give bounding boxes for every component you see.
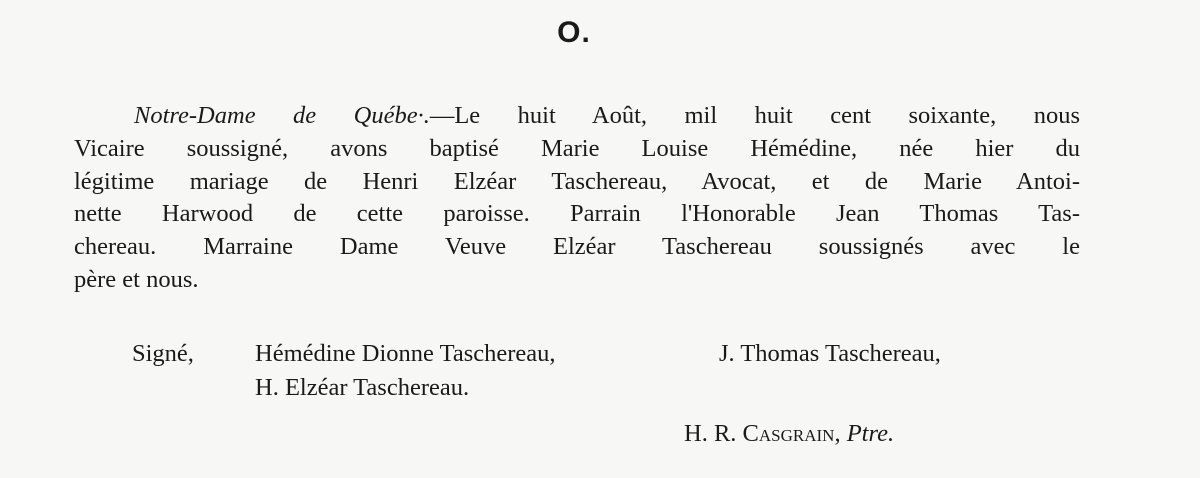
signature-father: H. Elzéar Taschereau. (255, 374, 470, 401)
entry-line-1 (74, 100, 1080, 133)
section-heading: O. (557, 16, 591, 49)
entry-line-5: chereau. Marraine Dame Veuve Elzéar Taschereau soussignés avec le (74, 233, 1080, 261)
entry-line-3: légitime mariage de Henri Elzéar Taschereau, Avocat, et de Marie Antoi- (74, 167, 1080, 195)
entry-line-2: Vicaire soussigné, avons baptisé Marie Louise Hémédine, née hier du (74, 134, 1080, 162)
priest-title: Ptre. (846, 420, 895, 447)
entry-line-1-text: —Le huit Août, mil huit cent soixante, nous (429, 102, 1080, 129)
entry-place: Notre-Dame de Québe·. (134, 102, 430, 129)
signature-godfather: J. Thomas Taschereau, (719, 340, 941, 367)
entry-line-4: nette Harwood de cette paroisse. Parrain l'Honorable Jean Thomas Tas- (74, 200, 1080, 228)
signature-priest (684, 418, 894, 450)
baptism-entry (74, 100, 1080, 297)
signature-label: Signé, (132, 340, 194, 367)
entry-line-6: père et nous. (74, 265, 199, 293)
priest-name: H. R. Casgrain, (684, 420, 841, 447)
signature-mother: Hémédine Dionne Taschereau, (255, 340, 556, 367)
